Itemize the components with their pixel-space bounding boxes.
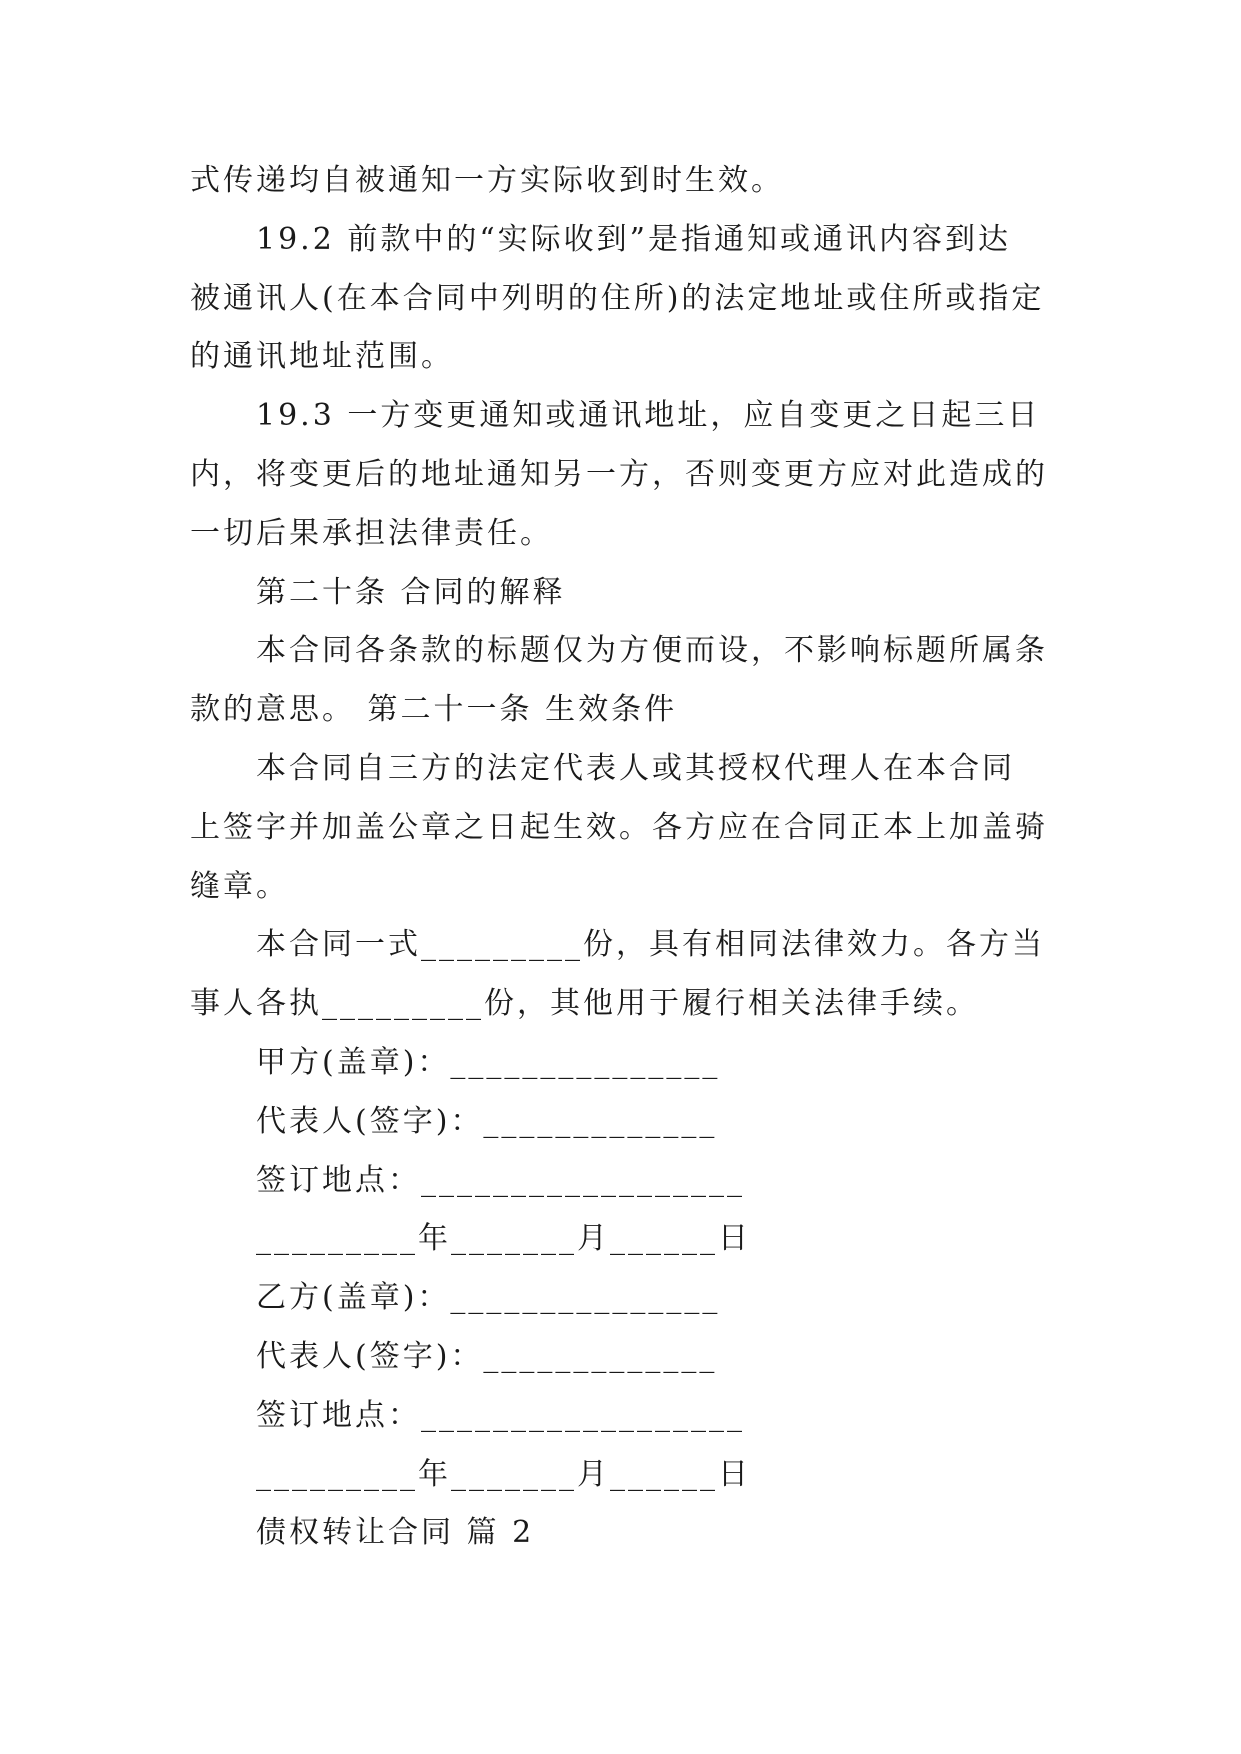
paragraph-line: 式传递均自被通知一方实际收到时生效。: [190, 163, 784, 198]
copies-line: 本合同一式_________份，具有相同法律效力。各方当: [256, 927, 1045, 963]
paragraph-line: 内，将变更后的地址通知另一方，否则变更方应对此造成的: [190, 456, 1048, 492]
party-b-seal-field: 乙方(盖章)：_______________: [256, 1280, 721, 1316]
copies-line: 事人各执_________份，其他用于履行相关法律手续。: [190, 986, 979, 1022]
party-b-representative-field: 代表人(签字)：_____________: [256, 1338, 718, 1374]
party-a-signing-place-field: 签订地点：__________________: [256, 1162, 745, 1198]
party-a-date-field: _________年_______月______日: [256, 1221, 751, 1257]
party-a-seal-field: 甲方(盖章)：_______________: [256, 1044, 721, 1080]
clause-19-2-line: 19.2 前款中的“实际收到”是指通知或通讯内容到达: [256, 221, 1012, 257]
paragraph-line: 一切后果承担法律责任。: [190, 515, 553, 551]
paragraph-line: 上签字并加盖公章之日起生效。各方应在合同正本上加盖骑: [190, 809, 1048, 845]
party-b-signing-place-field: 签订地点：__________________: [256, 1397, 745, 1433]
paragraph-line: 的通讯地址范围。: [190, 339, 454, 375]
paragraph-line: 被通讯人(在本合同中列明的住所)的法定地址或住所或指定: [190, 280, 1045, 316]
article-20-heading: 第二十条 合同的解释: [256, 574, 566, 610]
party-b-date-field: _________年_______月______日: [256, 1456, 751, 1492]
paragraph-line: 本合同各条款的标题仅为方便而设，不影响标题所属条: [256, 633, 1048, 669]
paragraph-line: 缝章。: [190, 868, 289, 904]
next-section-title: 债权转让合同 篇 2: [256, 1515, 535, 1551]
document-page: [190, 152, 1060, 1563]
party-a-representative-field: 代表人(签字)：_____________: [256, 1103, 718, 1139]
clause-19-3-line: 19.3 一方变更通知或通讯地址，应自变更之日起三日: [256, 398, 1041, 434]
paragraph-line: 本合同自三方的法定代表人或其授权代理人在本合同: [256, 750, 1015, 786]
article-21-heading-line: 款的意思。 第二十一条 生效条件: [190, 692, 678, 728]
